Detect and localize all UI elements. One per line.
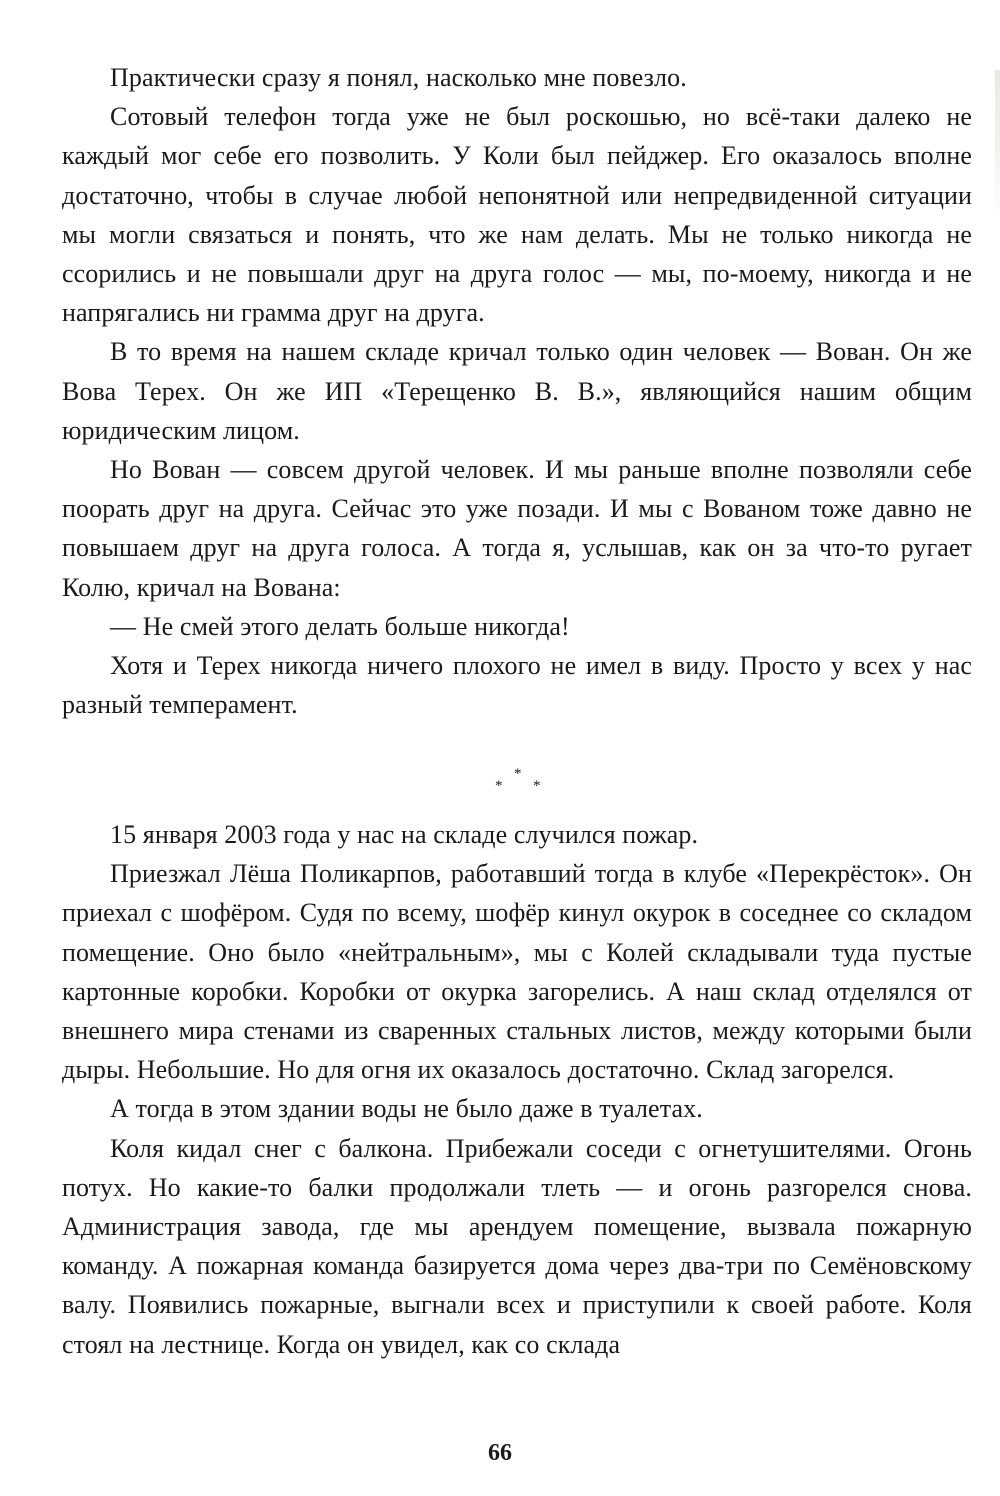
paragraph: — Не смей этого делать больше никогда!: [110, 611, 570, 641]
paragraph: А тогда в этом здании воды не было даже в туалетах.: [110, 1094, 703, 1124]
paragraph: Приезжал Лёша Поликарпов, работавший тогда в клубе «Перекрёсток». Он приехал с шофёром. Судя по всему, шофёр кинул окурок в соседнее со складом помещение. Оно было «нейтральным», мы с Колей складывали туда пустые картонные коробки. Коробки от окурка загорелись. А наш склад отделялся от внешнего мира стенами из сваренных стальных листов, между которыми были дыры. Небольшие. Но для огня их оказалось достаточно. Склад загорелся.: [62, 859, 972, 1085]
paragraph: Хотя и Терех никогда ничего плохого не имел в виду. Просто у всех у нас разный темперамент.: [62, 651, 972, 720]
text-section-2: [62, 815, 972, 1364]
text-section-1: [62, 58, 972, 724]
paragraph: Сотовый телефон тогда уже не был роскошью, но всё-таки далеко не каждый мог себе его позволить. У Коли был пейджер. Его оказалось вполне достаточно, чтобы в случае любой непонятной или непредвиденной ситуации мы могли связаться и понять, что же нам делать. Мы не только никогда не ссорились и не повышали друг на друга голос — мы, по-моему, никогда и не напрягались ни грамма друг на друга.: [62, 102, 972, 328]
paragraph: Коля кидал снег с балкона. Прибежали соседи с огнетушителями. Огонь потух. Но какие-то балки продолжали тлеть — и огонь разгорелся снова. Администрация завода, где мы арендуем помещение, вызвала пожарную команду. А пожарная команда базируется дома через два-три по Семёновскому валу. Появились пожарные, выгнали всех и приступили к своей работе. Коля стоял на лестнице. Когда он увидел, как со склада: [62, 1133, 972, 1359]
asterism-star: *: [533, 778, 541, 794]
paragraph: 15 января 2003 года у нас на складе случился пожар.: [110, 820, 699, 849]
page-number: 66: [488, 1440, 512, 1466]
paragraph: Но Вован — совсем другой человек. И мы раньше вполне позволяли себе поорать друг на друга. Сейчас это уже позади. И мы с Вованом тоже давно не повышаем друг на друга голоса. А тогда я, услышав, как он за что-то ругает Колю, кричал на Вована:: [62, 455, 972, 602]
asterism-star: *: [514, 766, 522, 782]
asterism-star: *: [495, 778, 503, 794]
section-separator: [0, 763, 1000, 803]
paragraph: В то время на нашем складе кричал только один человек — Вован. Он же Вова Терех. Он же ИП «Терещенко В. В.», являющийся нашим общим юридическим лицом.: [62, 337, 972, 445]
page-edge-mark: [995, 70, 1000, 220]
paragraph: Практически сразу я понял, насколько мне повезло.: [110, 63, 687, 92]
